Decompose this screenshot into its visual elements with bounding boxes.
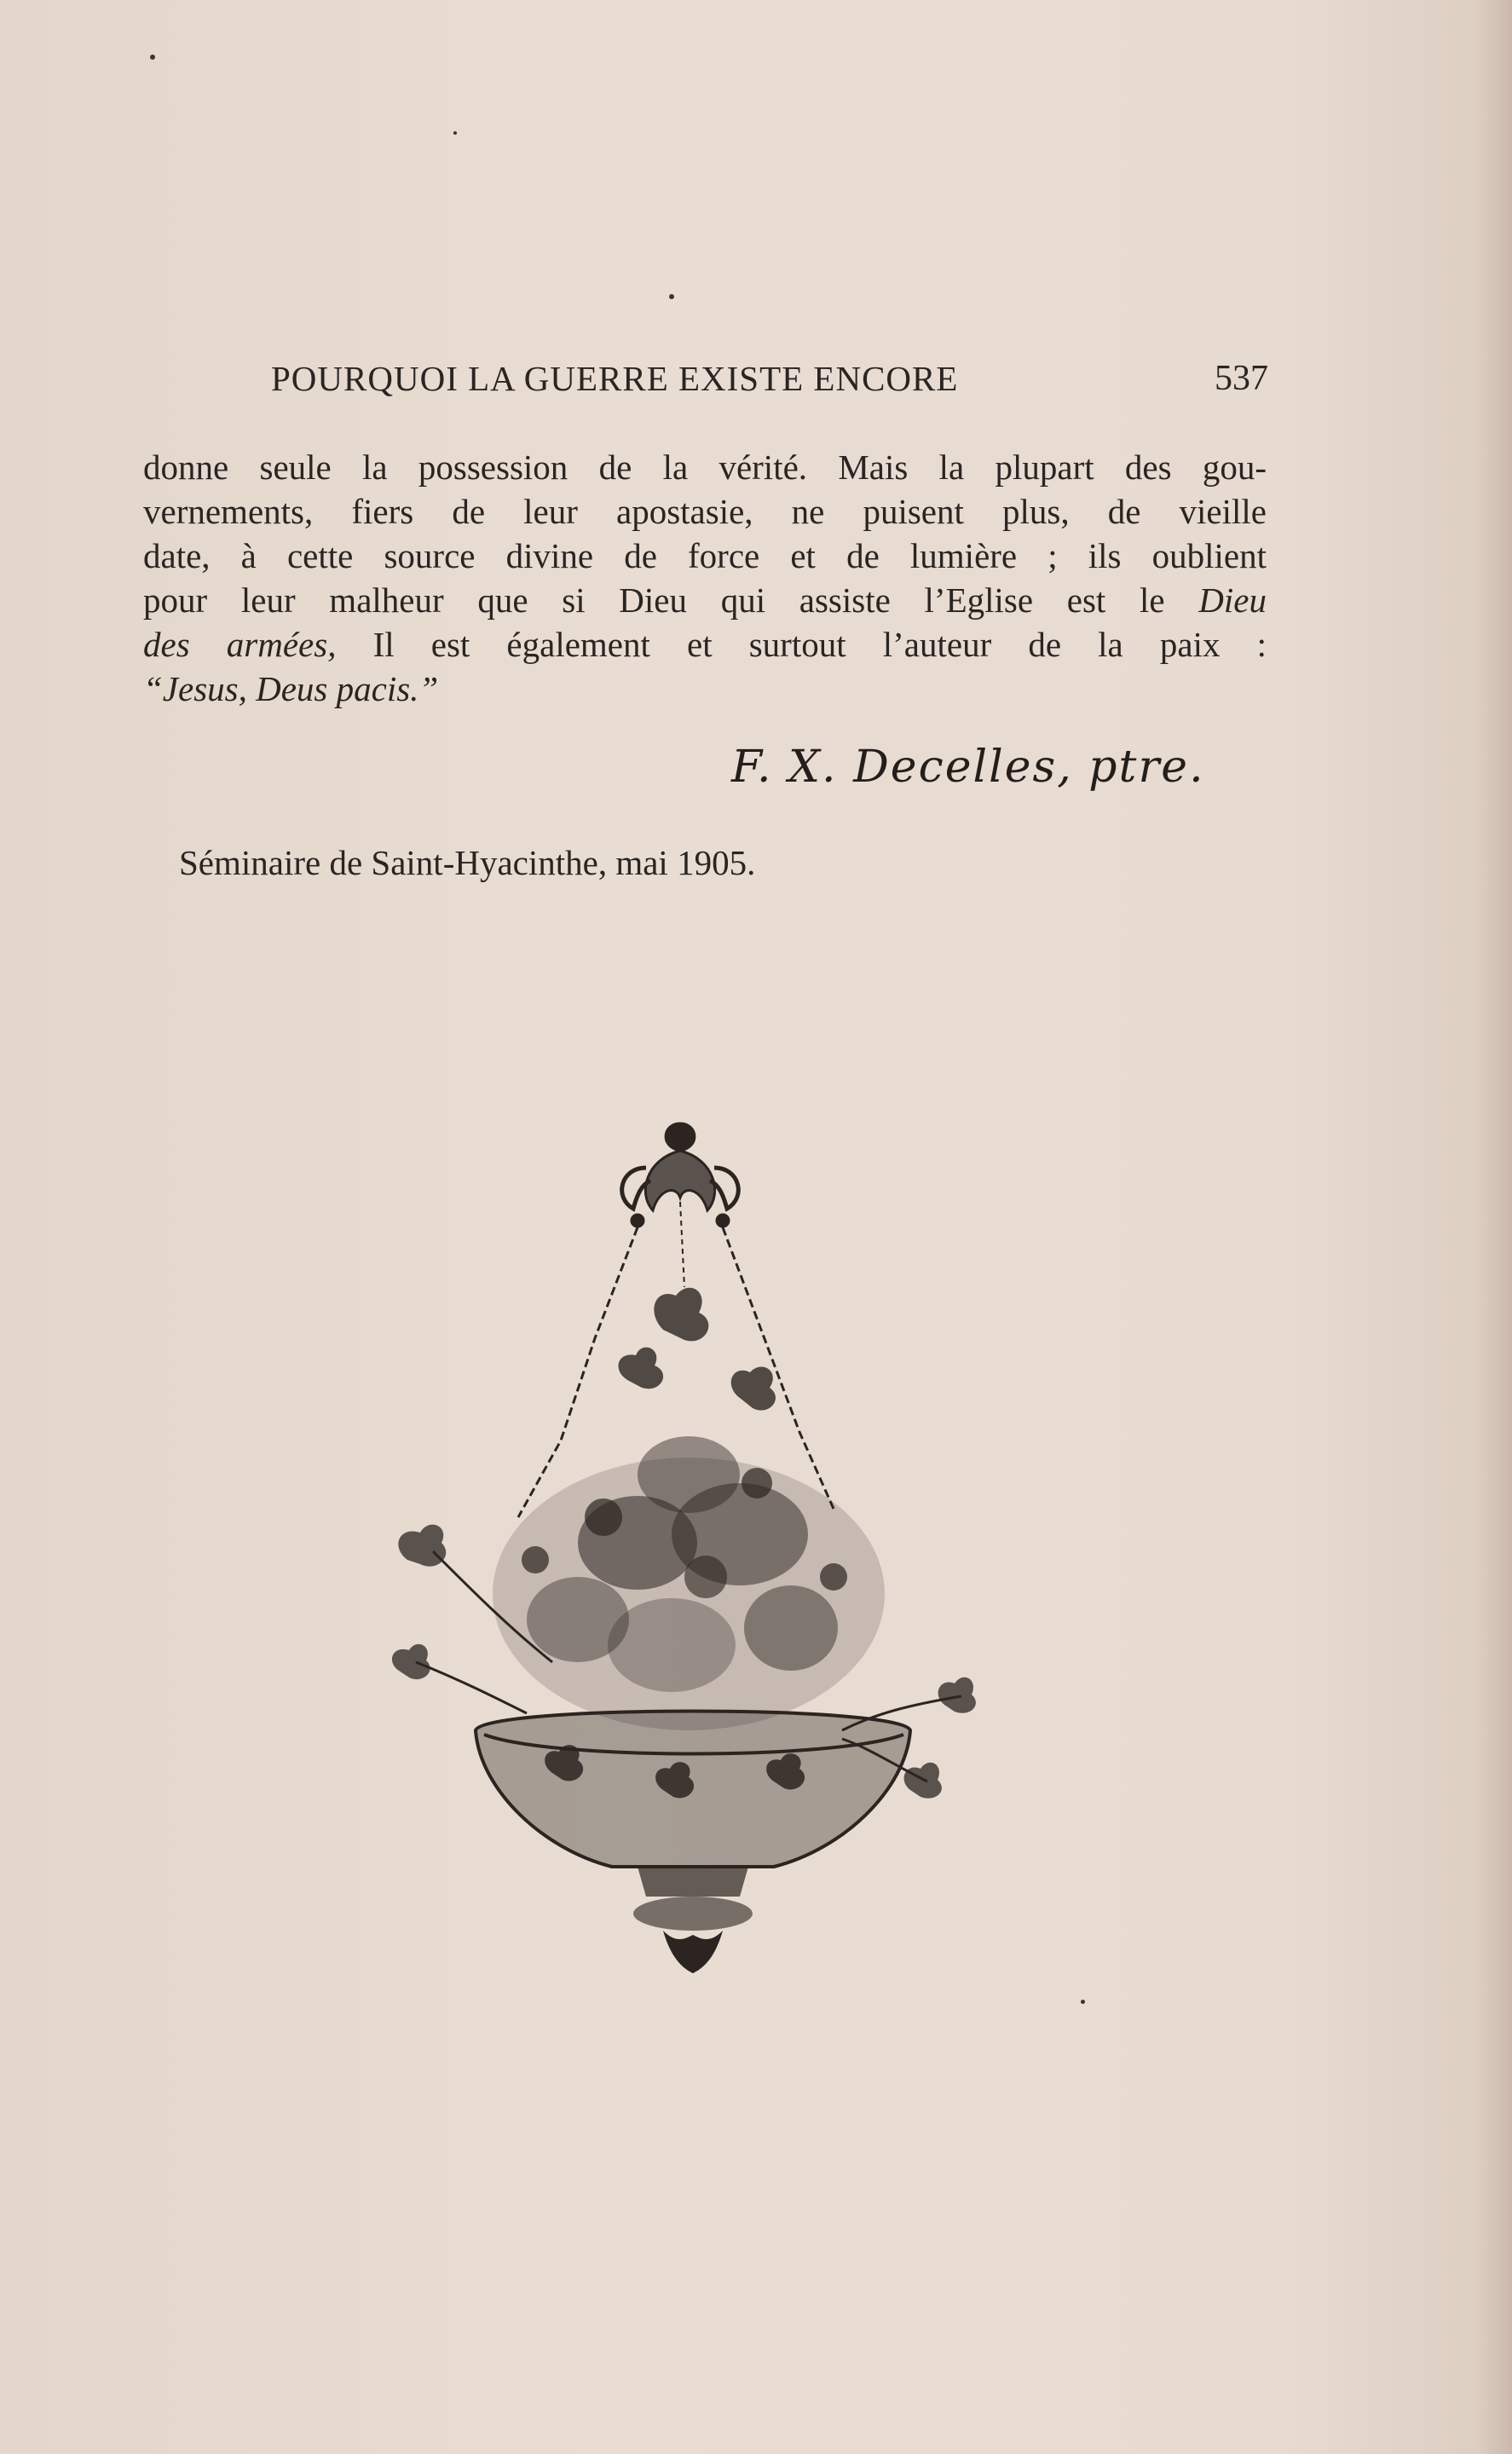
- page-number: 537: [1215, 359, 1268, 398]
- paper-speck: [453, 131, 457, 135]
- paper-speck: [150, 55, 155, 60]
- paper-speck: [669, 294, 674, 299]
- page-edge-shadow: [1478, 0, 1512, 2454]
- author-signature: F. X. Decelles, ptre.: [731, 742, 1205, 793]
- italic-text: des armées,: [143, 625, 337, 664]
- body-line: vernements, fiers de leur apostasie, ne puisent plus, de vieille: [143, 492, 1267, 531]
- body-line-text: Il est également et surtout l’auteur de la paix :: [336, 625, 1267, 664]
- dateline: Séminaire de Saint-Hyacinthe, mai 1905.: [179, 843, 756, 882]
- body-line: [143, 667, 1267, 711]
- body-line: date, à cette source divine de force et de lumière ; ils oublient: [143, 536, 1267, 575]
- running-head: [271, 358, 1268, 409]
- italic-text: Dieu: [1198, 580, 1267, 620]
- hanging-flower-basket-icon: [382, 1117, 1004, 1978]
- body-line: donne seule la possession de la vérité. Mais la plupart des gou-: [143, 447, 1267, 487]
- body-line: [143, 622, 1267, 667]
- body-line-text: pour leur malheur que si Dieu qui assiste l’Eglise est le: [143, 580, 1165, 620]
- paper-speck: [1081, 2000, 1085, 2004]
- body-line: [143, 578, 1267, 622]
- italic-quote: “Jesus, Deus pacis.”: [143, 669, 439, 708]
- running-title: POURQUOI LA GUERRE EXISTE ENCORE: [271, 359, 959, 398]
- body-paragraph: [143, 445, 1267, 711]
